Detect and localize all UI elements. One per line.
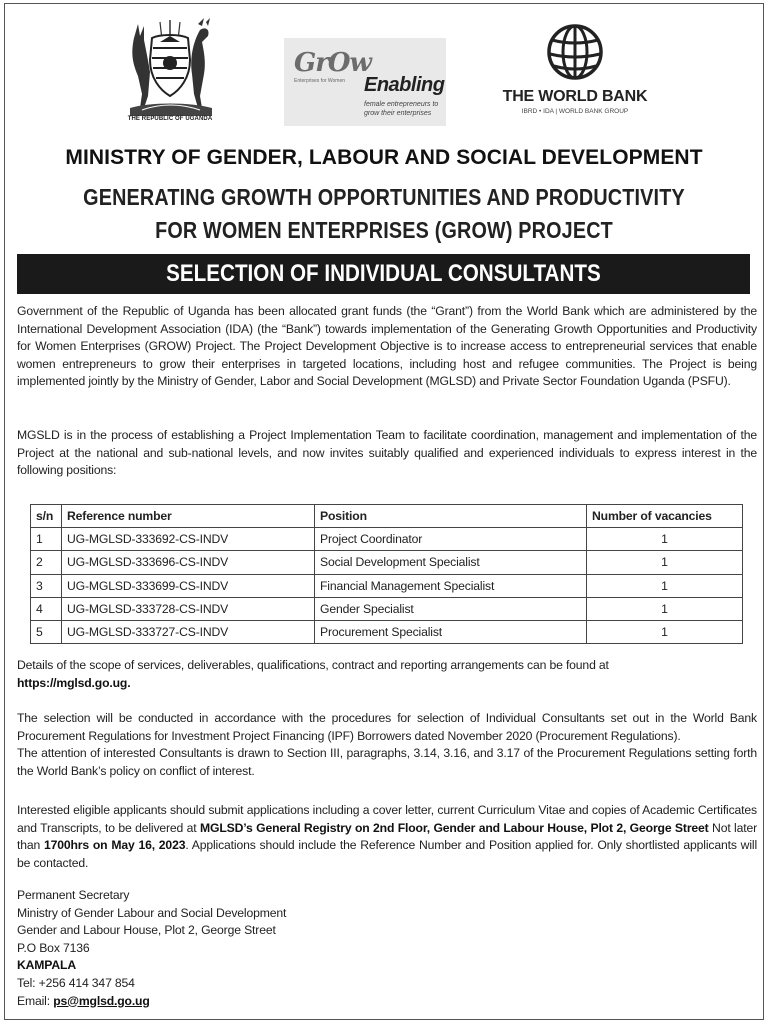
table-row	[31, 551, 743, 574]
header-vacancies: Number of vacancies	[587, 505, 743, 528]
ministry-heading: MINISTRY OF GENDER, LABOUR AND SOCIAL DEVELOPMENT	[65, 146, 703, 169]
cell-ref: UG-MGLSD-333699-CS-INDV	[62, 574, 315, 597]
world-bank-title: THE WORLD BANK	[502, 88, 648, 105]
email-label: Email:	[17, 993, 54, 1008]
project-title-line2: FOR WOMEN ENTERPRISES (GROW) PROJECT	[155, 217, 613, 243]
address-tel: Tel: +256 414 347 854	[17, 975, 135, 990]
cell-sn: 5	[31, 620, 62, 643]
header-ref: Reference number	[62, 505, 315, 528]
cell-position: Project Coordinator	[315, 528, 587, 551]
grow-subtitle: Enterprises for Women	[294, 78, 346, 84]
intro-paragraph: Government of the Republic of Uganda has been allocated grant funds (the “Grant”) from the World Bank which are administered by the International Development Association (IDA) (the “Bank”) towards implementation of the Generating Growth Opportunities and Productivity for Women Enterprises (GROW) Project. The Project Development Objective is to increase access to entrepreneurial services that enable women entrepreneurs to grow their enterprises in targeted locations, including host and refugee communities. The Project is being implemented jointly by the Ministry of Gender, Labor and Social Development (MGLSD) and Private Sector Foundation Uganda (PSFU).	[17, 304, 757, 389]
table-header-row	[31, 505, 743, 528]
details-paragraph	[17, 657, 757, 692]
selection-paragraph	[17, 710, 757, 780]
apply-deadline: 1700hrs on May 16, 2023	[43, 838, 186, 853]
header-sn: s/n	[31, 505, 62, 528]
grow-logo	[284, 38, 446, 126]
apply-location: MGLSD’s General Registry on 2nd Floor, Gender and Labour House, Plot 2, George Street	[199, 820, 709, 835]
project-title-line1: GENERATING GROWTH OPPORTUNITIES AND PRODUCTIVITY	[83, 184, 685, 210]
selection-line2: The attention of interested Consultants is drawn to Section III, paragraphs, 3.14, 3.16, and 3.17 of the Procurement Regulations setting forth the World Bank’s policy on conflict of interest.	[17, 746, 757, 778]
uganda-coat-of-arms-icon	[120, 16, 220, 128]
email-link[interactable]: ps@mglsd.go.ug	[53, 993, 150, 1008]
coat-caption: THE REPUBLIC OF UGANDA	[127, 116, 213, 122]
cell-ref: UG-MGLSD-333696-CS-INDV	[62, 551, 315, 574]
banner-title: SELECTION OF INDIVIDUAL CONSULTANTS	[166, 260, 601, 287]
address-line1: Permanent Secretary	[17, 888, 130, 902]
world-bank-subtitle: IBRD • IDA | WORLD BANK GROUP	[521, 108, 629, 115]
cell-position: Gender Specialist	[315, 597, 587, 620]
table-row	[31, 528, 743, 551]
cell-position: Procurement Specialist	[315, 620, 587, 643]
apply-text2: Not later than	[17, 820, 757, 853]
selection-line1: The selection will be conducted in accordance with the procedures for selection of Individual Consultants set out in the World Bank Procurement Regulations for Investment Project Financing (IPF) Borrowers dated November 2020 (Procurement Regulations).	[17, 711, 757, 743]
cell-vacancies: 1	[587, 551, 743, 574]
cell-sn: 1	[31, 528, 62, 551]
cell-position: Social Development Specialist	[315, 551, 587, 574]
cell-sn: 2	[31, 551, 62, 574]
banner	[17, 254, 750, 294]
cell-position: Financial Management Specialist	[315, 574, 587, 597]
cell-vacancies: 1	[587, 574, 743, 597]
apply-text3: . Applications should include the Reference Number and Position applied for. Only shortlisted applicants will be contacted.	[17, 838, 757, 870]
apply-text1: Interested eligible applicants should submit applications including a cover letter, current Curriculum Vitae and copies of Academic Certificates and Transcripts, to be delivered at	[17, 803, 757, 835]
cell-ref: UG-MGLSD-333692-CS-INDV	[62, 528, 315, 551]
cell-ref: UG-MGLSD-333727-CS-INDV	[62, 620, 315, 643]
grow-wordmark: GrOw	[294, 48, 371, 78]
table-row	[31, 620, 743, 643]
cell-ref: UG-MGLSD-333728-CS-INDV	[62, 597, 315, 620]
logo-row	[0, 10, 768, 125]
grow-tagline: female entrepreneurs to grow their enterprises	[364, 101, 439, 117]
address-line4: P.O Box 7136	[17, 940, 90, 955]
address-line2: Ministry of Gender Labour and Social Development	[17, 905, 287, 920]
table-row	[31, 574, 743, 597]
cell-vacancies: 1	[587, 528, 743, 551]
positions-table	[30, 504, 743, 644]
address-line3: Gender and Labour House, Plot 2, George Street	[17, 923, 276, 938]
invite-paragraph: MGSLD is in the process of establishing a Project Implementation Team to facilitate coordination, management and implementation of the Project at the national and sub-national levels, and now invites suitably qualified and experienced individuals to express interest in the following positions:	[17, 428, 757, 478]
address-block	[17, 887, 757, 1010]
address-email-row	[17, 993, 757, 1011]
details-text: Details of the scope of services, deliverables, qualifications, contract and reporting arrangements can be found at	[17, 658, 609, 672]
details-link[interactable]: https://mglsd.go.ug.	[17, 675, 131, 690]
header-position: Position	[315, 505, 587, 528]
world-bank-globe-icon	[545, 22, 605, 82]
grow-enabling: Enabling	[364, 74, 445, 96]
cell-vacancies: 1	[587, 620, 743, 643]
apply-paragraph	[17, 802, 757, 872]
cell-sn: 3	[31, 574, 62, 597]
cell-sn: 4	[31, 597, 62, 620]
table-row	[31, 597, 743, 620]
address-city: KAMPALA	[17, 958, 76, 973]
cell-vacancies: 1	[587, 597, 743, 620]
